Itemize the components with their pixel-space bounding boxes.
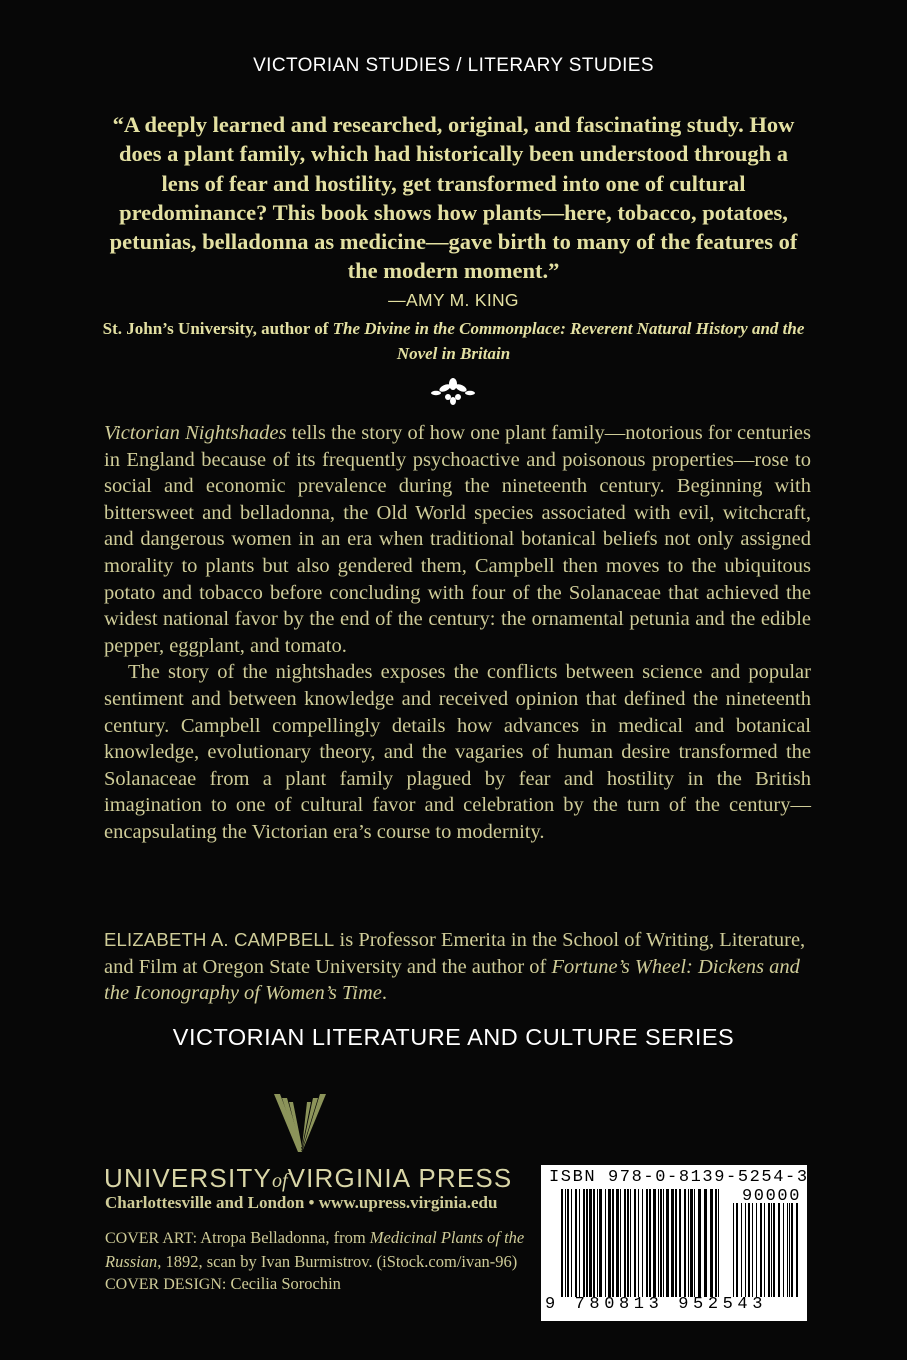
author-bio: [104, 927, 811, 1007]
author-name: ELIZABETH A. CAMPBELL: [104, 929, 335, 950]
cover-design-credit: [105, 1273, 525, 1297]
press-location: Charlottesville and London • www.upress.virginia.edu: [105, 1193, 498, 1212]
price-code: 90000: [741, 1187, 801, 1206]
book-description: [104, 420, 811, 846]
press-name: [104, 1163, 512, 1194]
cover-art-label: COVER ART:: [105, 1230, 198, 1247]
isbn-number: ISBN 978-0-8139-5254-3: [549, 1168, 809, 1187]
isbn-barcode: [541, 1165, 807, 1321]
blurb-attribution-name: —AMY M. KING: [388, 290, 519, 310]
affiliation-text: St. John’s University, author of: [102, 319, 333, 338]
press-v-book-logo-icon: [270, 1092, 330, 1156]
author-book-title: Fortune’s Wheel: Dickens and the Iconography of Women’s Time: [104, 955, 800, 1005]
series-heading-top: VICTORIAN STUDIES / LITERARY STUDIES: [253, 55, 654, 76]
cover-art-text-2: , 1892, scan by Ivan Burmistrov. (iStock.com/ivan-96): [157, 1251, 518, 1271]
book-title-italic: Victorian Nightshades: [104, 422, 287, 444]
cover-art-credit: [105, 1227, 525, 1273]
author-bio-text: is Professor Emerita in the School of Writing, Literature, and Film at Oregon State University and the author of: [104, 929, 806, 978]
cover-design-text: Cecilia Sorochin: [226, 1274, 341, 1294]
press-name-part1: UNIVERSITY: [104, 1163, 273, 1193]
blurb-attribution-affiliation: [100, 316, 807, 366]
affiliation-book-title: The Divine in the Commonplace: Reverent Natural History and the Novel in Britain: [332, 319, 805, 363]
blurb-quote: “A deeply learned and researched, original, and fascinating study. How does a plant family, which had historically been understood through a lens of fear and hostility, get transformed into one of cultural predominance? This book shows how plants—here, tobacco, potatoes, petunias, belladonna as medicine—gave birth to many of the features of the modern moment.”: [109, 112, 798, 284]
press-name-of: of: [272, 1170, 288, 1192]
description-paragraph-1: [104, 420, 811, 659]
description-paragraph-1-text: tells the story of how one plant family—notorious for centuries in England because of its frequently psychoactive and poisonous properties—rose to social and economic prevalence during the nineteenth century. Beginning with bittersweet and belladonna, the Old World species associated with evil, witchcraft, and dangerous women in an era when traditional botanical beliefs not only assigned morality to plants but also gendered them, Campbell then moves to the ubiquitous potato and tobacco before concluding with four of the Solanaceae that achieved the widest national favor by the end of the century: the ornamental petunia and the edible pepper, eggplant, and tomato.: [104, 422, 811, 657]
cover-art-text-1: Atropa Belladonna, from: [197, 1228, 370, 1247]
press-name-part2: VIRGINIA PRESS: [287, 1163, 513, 1193]
author-bio-end: .: [381, 982, 387, 1005]
floral-ornament-icon: [428, 376, 478, 406]
cover-art-source-title: Medicinal Plants of the Russian: [105, 1228, 525, 1271]
series-heading-bottom: VICTORIAN LITERATURE AND CULTURE SERIES: [172, 1024, 735, 1050]
cover-design-label: COVER DESIGN:: [105, 1276, 227, 1294]
cover-credits: [105, 1227, 525, 1297]
barcode-digits: 9 780813 952543: [545, 1295, 768, 1314]
description-paragraph-2: The story of the nightshades exposes the conflicts between science and popular sentiment and between knowledge and received opinion that defined the nineteenth century. Campbell compellingly details how advances in medical and botanical knowledge, evolutionary theory, and the vagaries of human desire transformed the Solanaceae from a plant family plagued by fear and hostility in the British imagination to one of cultural favor and celebration by the turn of the century—encapsulating the Victorian era’s course to modernity.: [104, 661, 811, 843]
